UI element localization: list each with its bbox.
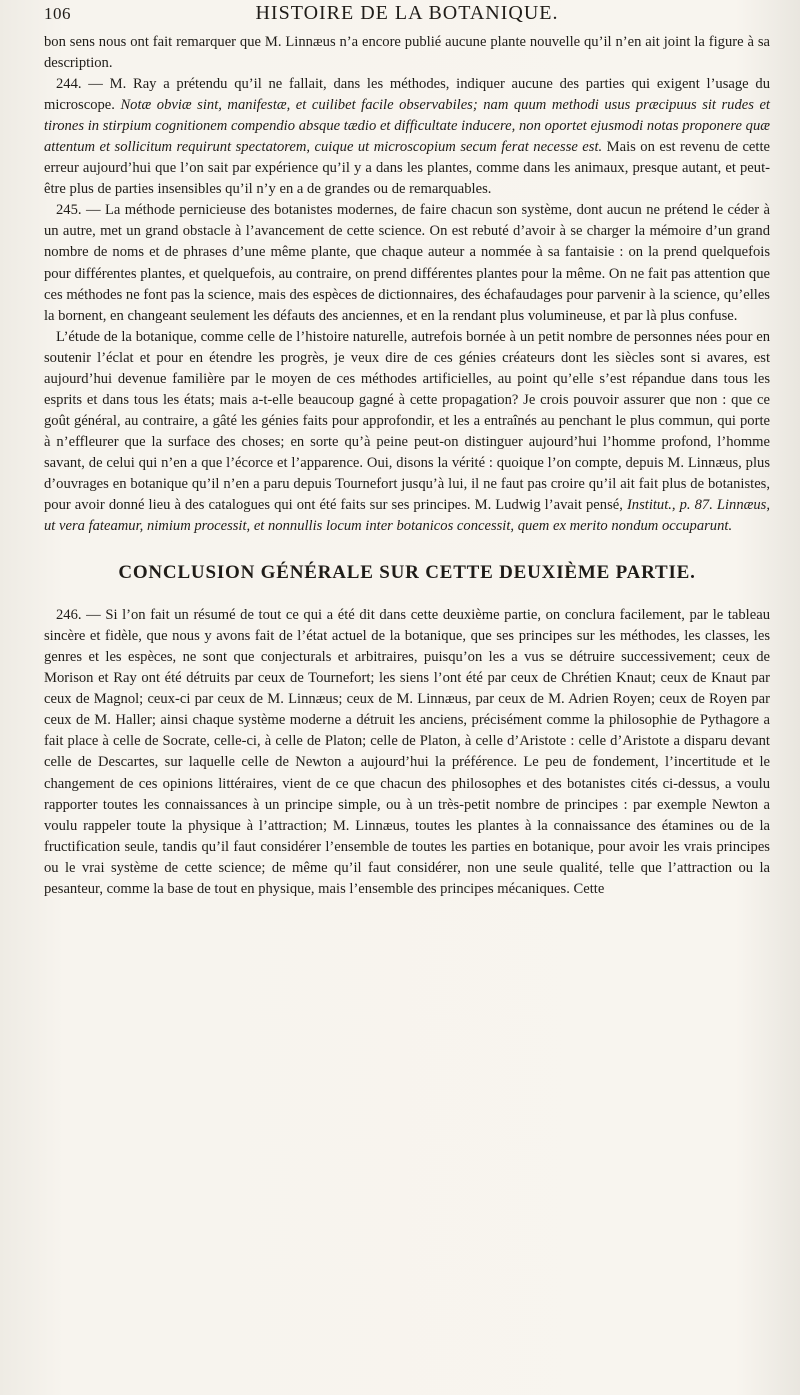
paragraph-1: bon sens nous ont fait remarquer que M. Linnæus n’a encore publié aucune plante nouvelle qu’il n’en ait joint la figure à sa description. — [44, 34, 770, 72]
paragraph-etude-latin-quote: Institut., p. 87. Linnæus, ut vera fateamur, nimium processit, et nonnullis locum inter botanicos concessit, quem ex merito nondum occuparunt. — [44, 497, 771, 535]
main-text — [44, 32, 770, 900]
paragraph-244-text-a: 244. — M. Ray a prétendu qu’il ne fallait, dans les méthodes, indiquer aucune des parties qui exigent l’usage du microscope. — [44, 76, 770, 114]
page-number: 106 — [44, 4, 71, 23]
paragraph-244-text-c: Mais on est revenu de cette erreur aujourd’hui que l’on sait par expérience qu’il y a dans les plantes, comme dans les animaux, presque autant, et peut-être plus de parties insensibles qu’il n’y en a de grandes ou de remarquables. — [44, 139, 770, 198]
paragraph-etude-text: L’étude de la botanique, comme celle de l’histoire naturelle, autrefois bornée à un petit nombre de personnes nées pour en soutenir l’éclat et pour en étendre les progrès, je veux dire de ces génies créateurs dont les siècles sont si avares, est aujourd’hui devenue familière par le moyen de ces méthodes artificielles, au point qu’elle s’est répandue dans tous les esprits et dans tous les états; mais a-t-elle beaucoup gagné à cette propagation? Je crois pouvoir assurer que non : que ce goût général, au contraire, a gâté les génies faits pour approfondir, et les a entraînés au penchant le plus commun, qui porte à n’effleurer que la surface des choses; en sorte qu’à peine peut-on distinguer aujourd’hui l’homme profond, l’homme savant, de celui qui n’en a que l’écorce et l’apparence. Oui, disons la vérité : quoique l’on compte, depuis M. Linnæus, plus d’ouvrages en botanique qu’il n’en a paru depuis Tournefort jusqu’à lui, il ne faut pas croire qu’il ait fait plus de botanistes, pour avoir donné lieu à des catalogues qui ont été faits sur ses principes. M. Ludwig l’avait pensé, — [44, 328, 770, 514]
paragraph-244-latin-quote: Notæ obviæ sint, manifestæ, et cuilibet facile observabiles; nam quum methodi usus præcipuus sit rudes et tirones in stirpium cognitionem compendio absque tædio et difficultate inducere, non oportet ejusmodi notas proponere quæ attentum et sollicitum requirunt spectatorem, cuique ut microscopium secum ferat necesse est. — [44, 97, 770, 156]
page-header — [44, 2, 770, 30]
running-title: HISTOIRE DE LA BOTANIQUE. — [255, 2, 559, 24]
paragraph-244 — [44, 74, 770, 200]
section-heading: CONCLUSION GÉNÉRALE SUR CETTE DEUXIÈME PARTIE. — [118, 562, 696, 584]
paragraph-etude — [44, 327, 770, 537]
paragraph-246: 246. — Si l’on fait un résumé de tout ce qui a été dit dans cette deuxième partie, on conclura facilement, par le tableau sincère et fidèle, que nous y avons fait de l’état actuel de la botanique, que ses principes sur les méthodes, les classes, les genres et les espèces, ne sont que conjecturals et arbitraires, puisqu’on les a vus se détruire successivement; ceux de Morison et Ray ont été détruits par ceux de Tournefort; les siens l’ont été par ceux de Chrétien Knaut; ceux de Knaut par ceux de Magnol; ceux-ci par ceux de M. Linnæus; ceux de M. Linnæus, par ceux de M. Adrien Royen; ceux de Royen par ceux de M. Haller; ainsi chaque système moderne a détruit les anciens, précisément comme la philosophie de Pythagore a fait place à celle de Socrate, celle-ci, à celle de Platon; celle de Platon, à celle d’Aristote : celle d’Aristote a disparu devant celle de Descartes, sur laquelle celle de Newton a aujourd’hui la préférence. Le peu de fondement, l’incertitude et le changement de ces opinions littéraires, vient de ce que chacun des philosophes et des botanistes cités ci-dessus, a voulu rapporter toutes les connaissances à un principe simple, ou à un très-petit nombre de principes : par exemple Newton a voulu rappeler toute la physique à l’attraction; M. Linnæus, toutes les plantes à la connaissance des étamines ou de la fructification seule, tandis qu’il faut considérer l’ensemble de toutes les parties en botanique, pour avoir les vrais principes ou le vrai système de cette science; de même qu’il faut considérer, non une seule qualité, telle que l’attraction ou la pesanteur, comme la base de tout en physique, mais l’ensemble des principes mécaniques. Cette — [44, 607, 770, 897]
paragraph-245: 245. — La méthode pernicieuse des botanistes modernes, de faire chacun son système, dont aucun ne prétend le céder à un autre, met un grand obstacle à l’avancement de cette science. On est rebuté d’avoir à se charger la mémoire d’un grand nombre de noms et de phrases d’une même plante, que chaque auteur a nommée à sa fantaisie : on la prend quelquefois pour différentes plantes, et quelquefois, au contraire, on prend différentes plantes pour la même. On ne fait pas attention que ces méthodes ne font pas la science, mais des espèces de dictionnaires, des échafaudages pour parvenir à la science, qu’elles la bornent, en changeant seulement les défauts des anciennes, et en la rendant plus volumineuse, et par là plus confuse. — [44, 202, 770, 324]
